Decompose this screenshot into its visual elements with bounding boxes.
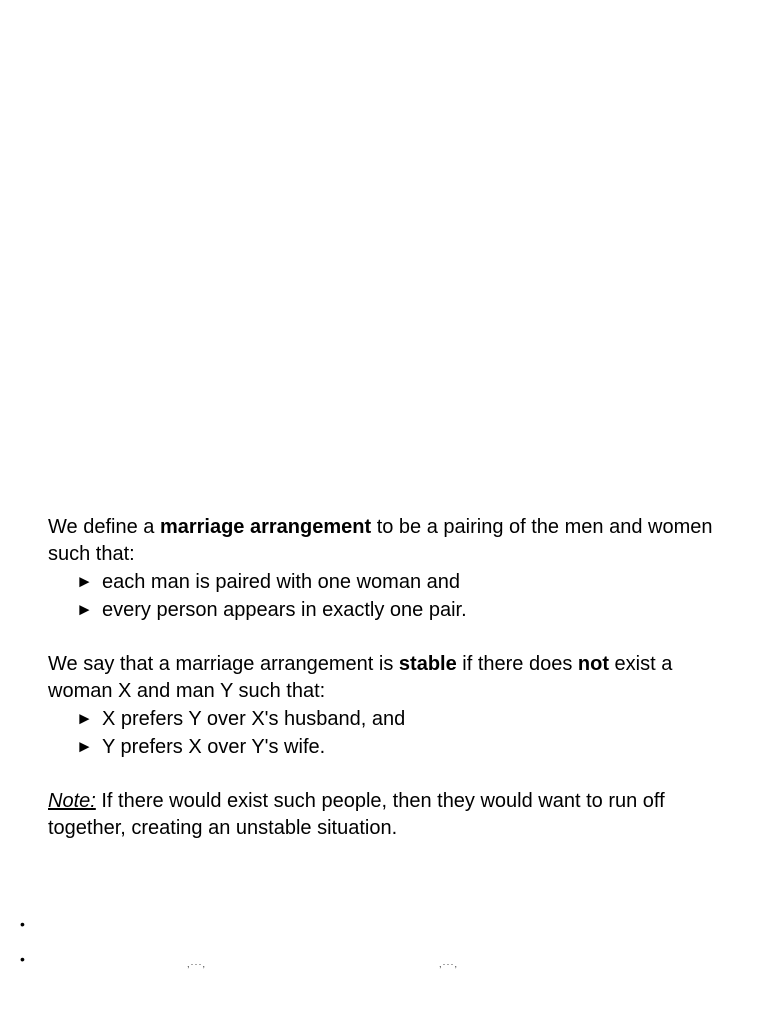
stable-term: stable (398, 653, 457, 675)
paragraph-spacer (48, 761, 738, 788)
bullet-text: X prefers Y over X's husband, and (102, 708, 406, 730)
list-item (76, 733, 738, 761)
note-text: If there would exist such people, then they would want to run off together, creating an unstable situation. (48, 790, 665, 839)
bullet-text: each man is paired with one woman and (102, 571, 460, 593)
bullet-text: Y prefers X over Y's wife. (102, 736, 326, 758)
bullet-dot: • (20, 916, 25, 932)
bullet-text: every person appears in exactly one pair. (102, 599, 467, 621)
triangle-bullet-icon: ► (76, 709, 93, 728)
bullet-dot: • (20, 951, 25, 967)
stability-bullet-list (48, 705, 738, 761)
triangle-bullet-icon: ► (76, 737, 93, 756)
triangle-bullet-icon: ► (76, 572, 93, 591)
list-item (76, 568, 738, 596)
definition-intro-after: to be a pairing of the men and women such that: (48, 516, 713, 565)
stability-before: We say that a marriage arrangement is (48, 653, 399, 675)
definition-paragraph (48, 514, 738, 568)
marriage-arrangement-term: marriage arrangement (159, 516, 372, 538)
note-label: Note: (48, 790, 96, 812)
document-body (48, 514, 738, 842)
not-term: not (577, 653, 609, 675)
stability-paragraph (48, 651, 738, 705)
list-item (76, 596, 738, 624)
definition-intro-before: We define a (48, 516, 160, 538)
definition-bullet-list (48, 568, 738, 624)
stability-after: exist a woman X and man Y such that: (48, 653, 673, 702)
list-item (76, 705, 738, 733)
triangle-bullet-icon: ► (76, 600, 93, 619)
stability-middle: if there does (456, 653, 578, 675)
note-paragraph (48, 788, 738, 842)
paragraph-spacer (48, 624, 738, 651)
text-fragment: ,···, (439, 959, 458, 969)
text-fragment: ,···, (187, 959, 206, 969)
